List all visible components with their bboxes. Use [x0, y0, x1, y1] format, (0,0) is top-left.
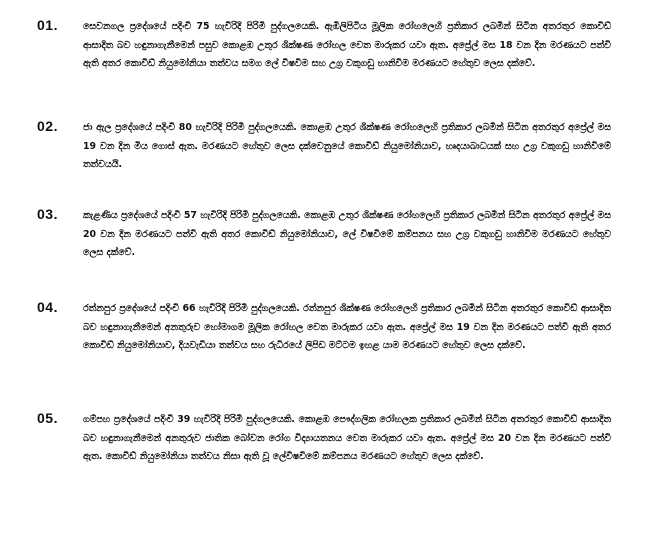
- item-text: රත්නපුර ප්‍රදේශයේ පදිංචි 66 හැවිරිදි පිරිමි පුද්ගලයෙකි. රත්නපුර ශික්ෂණ රෝහලෙහි ප්‍රතිකාර ලබමින් සිටින අතරතුර කොවිඩ් ආසාදිත බව හඳුනාගැනීමෙන් අනතුරුව හෝමාගම මූලික රෝහල වෙත මාරුකර යවා ඇත. අප්‍රේල් මස 19 වන දින මරණයට පත්වී ඇති අතර කොවිඩ් නියුමෝනියාව, දියවැඩියා තත්වය සහ රුධිරයේ ලිපිඩ මට්ටම ඉහළ යාම මරණයට හේතුව ලෙස දක්වේ.: [83, 303, 611, 352]
- item-number: 01.: [37, 17, 58, 33]
- item-text: කැළණිය ප්‍රදේශයේ පදිංචි 57 හැවිරිදි පිරිමි පුද්ගලයෙකි. කොළඹ උතුර ශික්ෂණ රෝහලෙහි ප්‍රතිකාර ලබමින් සිටින අතරතුර අප්‍රේල් මස 20 වන දින මරණයට පත්වී ඇති අතර කොවිඩ් නියුමෝනියාව, ලේ විෂවීමේ කම්පනය සහ උග්‍ර වකුගඩු හානිවීම මරණයට හේතුව ලෙස දක්වේ.: [83, 210, 611, 259]
- item-text: සෙවනගල ප්‍රදේශයේ පදිංචි 75 හැවිරිදි පිරිමි පුද්ගලයෙකි. ඇඹිලිපිටිය මූලික රෝහලෙහි ප්‍රතිකාර ලබමින් සිටින අතරතුර කොවිඩ් ආසාදිත බව හඳුනාගැනීමෙන් පසුව කොළඹ උතුර ශික්ෂණ රෝහල වෙත මාරුකර යවා ඇත. අප්‍රේල් මස 18 වන දින මරණයට පත්වී ඇති අතර කොවිඩ් නියුමෝනියා තත්වය සමග ලේ විෂවීම සහ උග්‍ර වකුගඩු හානිවීම මරණයට හේතුව ලෙස දක්වේ.: [83, 21, 611, 70]
- item-text: ජා ඇල ප්‍රදේශයේ පදිංචි 80 හැවිරිදි පිරිමි පුද්ගලයෙකි. කොළඹ උතුර ශික්ෂණ රෝහලෙහි ප්‍රතිකාර ලබමින් සිටින අතරතුර අප්‍රේල් මස 19 වන දින මිය ගොස් ඇත. මරණයට හේතුව ලෙස දක්වෙනුයේ කොවිඩ් නියුමෝනියාව, හෘදයාබාධයක් සහ උග්‍ර වකුගඩු හානිවීමේ තත්වයයි.: [83, 122, 611, 171]
- item-number: 04.: [37, 299, 58, 315]
- item-number: 03.: [37, 206, 58, 222]
- item-number: 05.: [37, 410, 58, 426]
- item-text: ගම්පහ ප්‍රදේශයේ පදිංචි 39 හැවිරිදි පිරිමි පුද්ගලයෙකි. කොළඹ පෞද්ගලික රෝහලක ප්‍රතිකාර ලබමින් සිටින අතරතුර කොවිඩ් ආසාදිත බව හඳුනාගැනීමෙන් අනතුරුව ජාතික බෝවන රෝග විද්‍යායතනය වෙත මාරුකර යවා ඇත. අප්‍රේල් මස 20 වන දින මරණයට පත්වී ඇත. කොවිඩ් නියුමෝනියා තත්වය නිසා ඇති වූ ලේවිෂවීමේ කම්පනය මරණයට හේතුව ලෙස දක්වේ.: [83, 414, 611, 463]
- item-number: 02.: [37, 118, 58, 134]
